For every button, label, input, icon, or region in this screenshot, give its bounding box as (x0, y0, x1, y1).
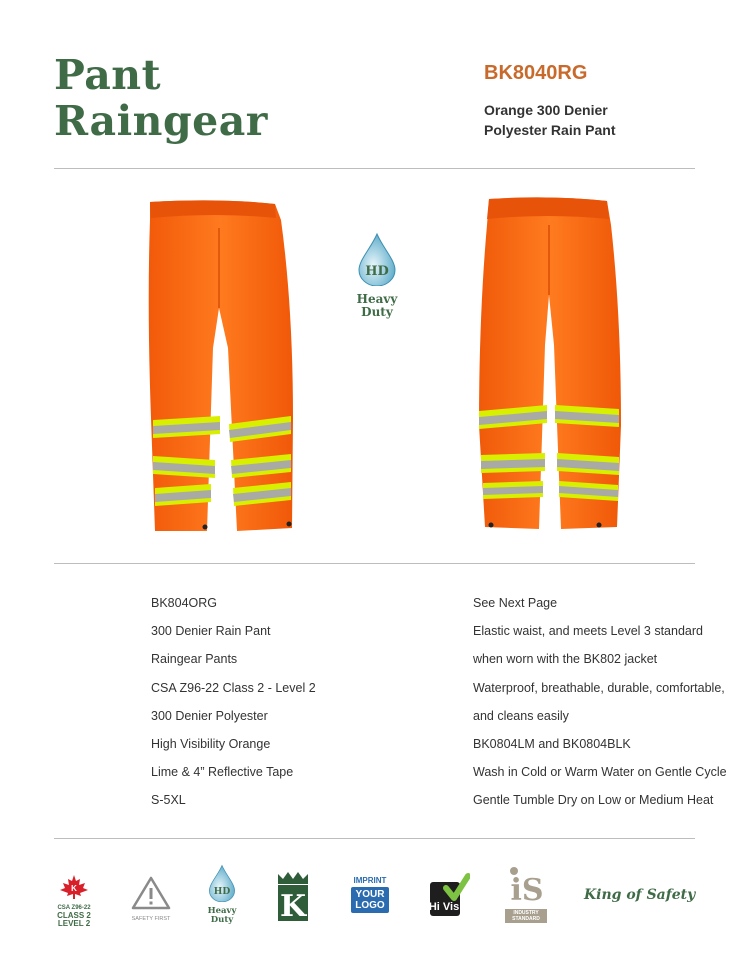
title-line-1: Pant (54, 51, 162, 99)
hd-logo-text: HD (213, 886, 231, 898)
caption-line-1: Heavy (356, 292, 398, 306)
spec-value: S-5XL (151, 793, 186, 808)
hi-vis-check-icon (428, 872, 470, 918)
spec-value: CSA Z96-22 Class 2 - Level 2 (151, 680, 316, 695)
csa-line-1: CSA Z96-22 (57, 905, 91, 911)
subtitle-line-1: Orange 300 Denier (484, 102, 608, 118)
spec-value: See Next Page (473, 596, 558, 610)
spec-value: 300 Denier Polyester (151, 708, 268, 723)
hd-logo-line-1: Heavy (207, 906, 237, 916)
spec-value: and cleans easily (473, 708, 569, 723)
industry-standard-logo (505, 864, 547, 923)
crown-k-icon (275, 870, 311, 922)
hd-logo-line-2: Duty (210, 915, 234, 925)
front-pant-image (145, 198, 295, 536)
water-drop-icon (357, 232, 397, 286)
svg-text:K: K (71, 884, 77, 893)
imprint-box (351, 887, 389, 913)
imprint-line-3: LOGO (355, 900, 385, 911)
is-line-2: STANDARD (512, 916, 540, 922)
safety-first-text: SAFETY FIRST (131, 916, 171, 922)
safety-first-logo (130, 876, 172, 922)
water-drop-icon-small (208, 864, 236, 902)
caption-line-2: Duty (361, 305, 393, 319)
is-line-1: INDUSTRY (513, 910, 539, 916)
warning-triangle-icon (130, 876, 172, 910)
spec-value: Raingear Pants (151, 652, 238, 667)
title-line-2: Raingear (54, 97, 268, 145)
bottom-divider (54, 838, 695, 839)
king-of-safety-brand: King of Safety (584, 887, 696, 903)
k-letter: K (279, 889, 307, 922)
heavy-duty-badge (350, 232, 404, 319)
k-crown-logo (275, 870, 311, 922)
spec-value: BK804ORG (151, 596, 218, 610)
spec-value: Elastic waist, and meets Level 3 standard (473, 624, 703, 639)
spec-value: 300 Denier Rain Pant (151, 624, 271, 639)
heavy-duty-caption (350, 293, 404, 319)
back-pant-image (475, 195, 625, 535)
maple-leaf-icon (56, 874, 92, 900)
subtitle-line-2: Polyester Rain Pant (484, 122, 616, 138)
is-mark-icon (505, 864, 547, 904)
spec-value: BK0804LM and BK0804BLK (473, 737, 631, 751)
page-title (54, 52, 268, 144)
is-mark-text: iS (510, 873, 544, 904)
imprint-line-1: IMPRINT (353, 876, 387, 885)
hi-vis-logo (428, 872, 470, 918)
top-divider (54, 168, 695, 169)
imprint-line-2: YOUR (355, 889, 385, 900)
product-subtitle (484, 100, 684, 140)
is-banner (505, 909, 547, 923)
product-code: BK8040RG (484, 62, 588, 84)
spec-value: Gentle Tumble Dry on Low or Medium Heat (473, 793, 714, 808)
middle-divider (54, 563, 695, 564)
spec-value: Wash in Cold or Warm Water on Gentle Cycle (473, 765, 727, 780)
spec-value: Lime & 4” Reflective Tape (151, 765, 294, 780)
imprint-logo (351, 876, 389, 913)
spec-value: when worn with the BK802 jacket (473, 652, 658, 667)
heavy-duty-logo (204, 864, 240, 925)
csa-line-3: LEVEL 2 (57, 919, 91, 928)
csa-logo (56, 874, 92, 928)
hi-vis-text: Hi Vis (428, 901, 460, 913)
csa-line-2: CLASS 2 (57, 911, 91, 920)
hd-icon-text: HD (365, 264, 389, 279)
spec-value: Waterproof, breathable, durable, comfortable, (473, 680, 725, 695)
spec-value: High Visibility Orange (151, 737, 271, 751)
